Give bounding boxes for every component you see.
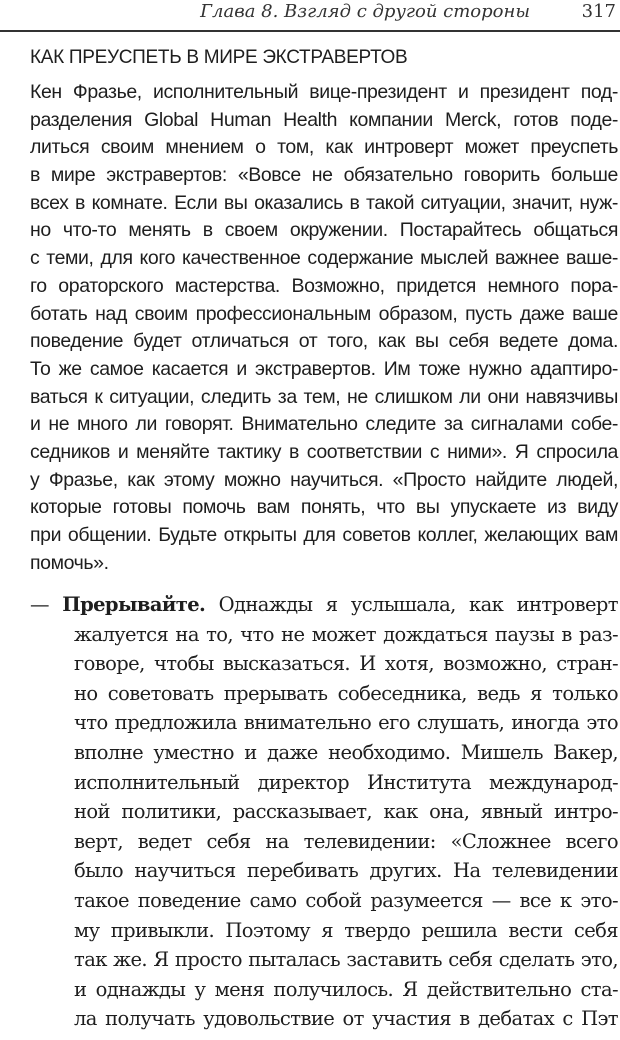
section-heading: КАК ПРЕУСПЕТЬ В МИРЕ ЭКСТРАВЕРТОВ: [30, 47, 408, 68]
dash: —: [30, 593, 63, 616]
text-line: говоре, чтобы высказаться. И хотя, возможно, стран-: [74, 652, 618, 676]
text-line: жалуется на то, что не может дождаться паузы в раз-: [74, 622, 618, 646]
text-line: ла получать удовольствие от участия в дебатах с Пэт: [74, 1007, 618, 1031]
running-header: [0, 0, 620, 32]
text-line: но что-то менять в своем окружении. Постарайтесь общаться: [30, 219, 618, 242]
text-line: верт, ведет себя на телевидении: «Сложнее всего: [74, 829, 618, 853]
list-item: [30, 590, 618, 1034]
text-line: То же самое касается и экстравертов. Им тоже нужно адаптиро-: [30, 357, 618, 380]
text-line: всех в комнате. Если вы оказались в такой ситуации, значит, нуж-: [30, 191, 618, 214]
first-line-text: Однажды я услышала, как интроверт: [205, 593, 618, 616]
text-line: и не много ли говорят. Внимательно следите за сигналами собе-: [30, 413, 618, 436]
paragraph: [30, 79, 618, 577]
text-line: седников и меняйте тактику в соответствии с ними». Я спросила: [30, 440, 618, 463]
text-line: в мире экстравертов: «Вовсе не обязательно говорить больше: [30, 164, 618, 187]
text-line: при общении. Будьте открыты для советов коллег, желающих вам: [30, 524, 618, 546]
text-line: разделения Global Human Health компании Merck, готов поде-: [30, 108, 618, 131]
text-line: литься своим мнением о том, как интроверт может преуспеть: [30, 136, 618, 159]
text-line: помочь».: [30, 551, 109, 574]
text-line: которые готовы помочь вам понять, что вы упускаете из виду: [30, 496, 618, 519]
chapter-title: Глава 8. Взгляд с другой стороны: [200, 1, 530, 22]
text-line: так же. Я просто пыталась заставить себя сделать это,: [74, 948, 618, 972]
text-line: вполне уместно и даже необходимо. Мишель Вакер,: [74, 740, 618, 764]
text-line: ной политики, рассказывает, как она, явный интро-: [74, 800, 618, 824]
text-line: и однажды у меня получилось. Я действительно ста-: [74, 977, 618, 1001]
text-line: такое поведение само собой разумеется — все к это-: [74, 888, 618, 912]
page-number: 317: [581, 1, 616, 22]
text-line: что предложила внимательно его слушать, иногда это: [74, 711, 618, 735]
text-line: го ораторского мастерства. Возможно, придется немного пора-: [30, 274, 618, 297]
bold-lead: Прерывайте.: [62, 593, 206, 616]
text-line: с теми, для кого качественное содержание мыслей важнее ваше-: [30, 247, 618, 270]
text-line: у Фразье, как этому можно научиться. «Просто найдите людей,: [30, 468, 618, 491]
list-item-first-line: [30, 590, 618, 620]
text-line: Кен Фразье, исполнительный вице-президент и президент под-: [30, 81, 618, 103]
text-line: поведение будет отличаться от того, как вы себя ведете дома.: [30, 330, 618, 353]
text-line: ваться к ситуации, следить за тем, не слишком ли они навязчивы: [30, 385, 618, 408]
text-line: исполнительный директор Института международ-: [74, 770, 618, 794]
text-line: му привыкли. Поэтому я твердо решила вести себя: [74, 918, 618, 942]
text-line: но советовать прерывать собеседника, ведь я только: [74, 681, 618, 705]
text-line: ботать над своим профессиональным образом, пусть даже ваше: [30, 302, 618, 325]
text-line: было научиться перебивать других. На телевидении: [74, 859, 618, 883]
